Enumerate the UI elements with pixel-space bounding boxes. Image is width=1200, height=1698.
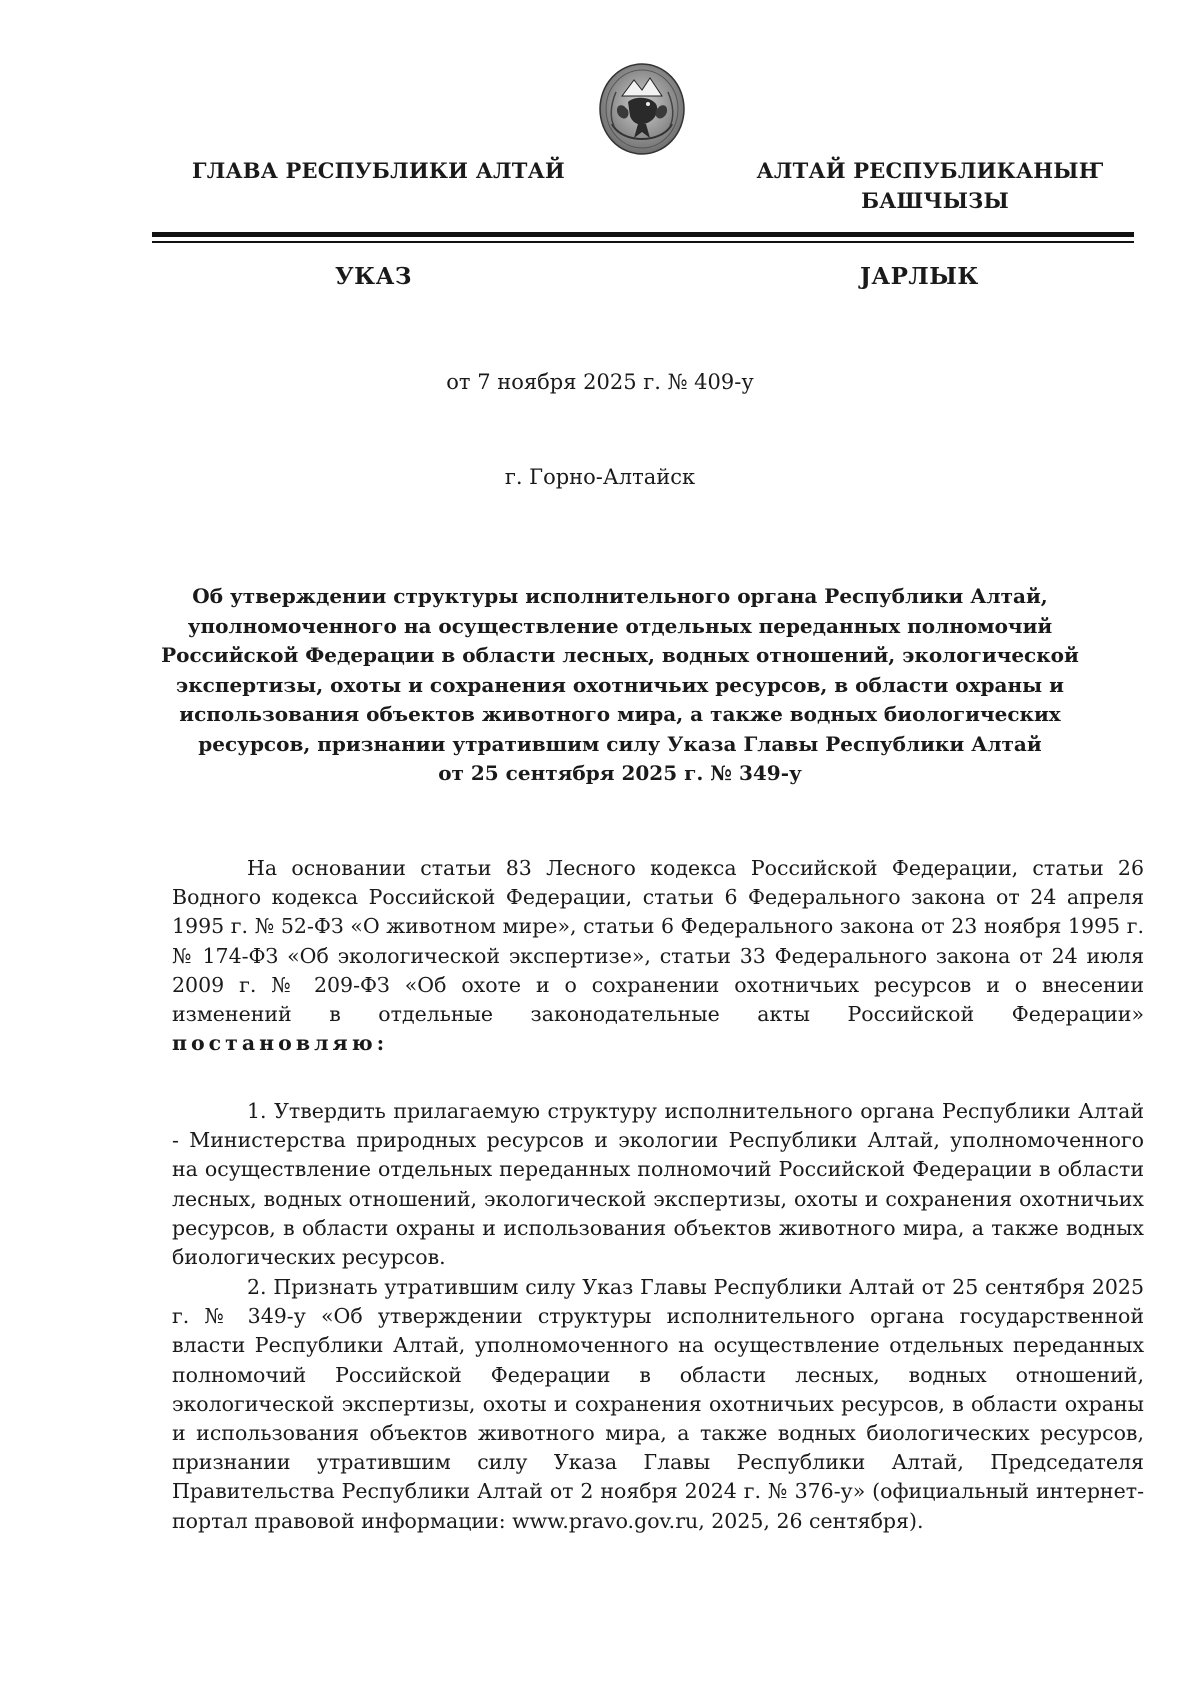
header-title-right bbox=[755, 156, 1105, 216]
title-line: использования объектов животного мира, а также водных биологических bbox=[179, 702, 1061, 726]
decree-label-right: ЈАРЛЫК bbox=[860, 263, 979, 290]
header-divider-thin bbox=[152, 241, 1134, 243]
title-line: Российской Федерации в области лесных, водных отношений, экологической bbox=[161, 643, 1079, 667]
title-line: экспертизы, охоты и сохранения охотничьих ресурсов, в области охраны и bbox=[176, 672, 1064, 697]
preamble-paragraph bbox=[172, 854, 1144, 1058]
decree-label-left: УКАЗ bbox=[335, 263, 412, 290]
coat-of-arms-icon bbox=[598, 62, 686, 156]
resolve-word: постановляю: bbox=[172, 1031, 389, 1056]
title-line: уполномоченного на осуществление отдельных переданных полномочий bbox=[187, 613, 1053, 638]
header-title-right-line2: БАШЧЫЗЫ bbox=[861, 188, 1009, 213]
item-1-paragraph: 1. Утвердить прилагаемую структуру исполнительного органа Республики Алтай - Министерства природных ресурсов и экологии Республики Алтай, уполномоченного на осуществление отдельных переданных полномочий Российской Федерации в области лесных, водных отношений, экологической экспертизы, охоты и сохранения охотничьих ресурсов, в области охраны и использования объектов животного мира, а также водных биологических ресурсов. bbox=[172, 1099, 1144, 1270]
decree-city: г. Горно-Алтайск bbox=[504, 465, 696, 489]
header-title-right-line1: АЛТАЙ РЕСПУБЛИКАНЫҤ bbox=[756, 158, 1104, 183]
header-divider-thick bbox=[152, 232, 1134, 237]
header-title-left: ГЛАВА РЕСПУБЛИКИ АЛТАЙ bbox=[192, 158, 565, 183]
decree-date-number: от 7 ноября 2025 г. № 409-у bbox=[446, 370, 754, 394]
title-line: от 25 сентября 2025 г. № 349-у bbox=[438, 761, 802, 785]
item-2-paragraph: 2. Признать утратившим силу Указ Главы Республики Алтай от 25 сентября 2025 г. № 349-у «Об утверждении структуры исполнительного органа государственной власти Республики Алтай, уполномоченного на осуществление отдельных переданных полномочий Российской Федерации в области лесных, водных отношений, экологической экспертизы, охоты и сохранения охотничьих ресурсов, в области охраны и использования объектов животного мира, а также водных биологических ресурсов, признании утратившим силу Указа Главы Республики Алтай, Председателя Правительства Республики Алтай от 2 ноября 2024 г. № 376-у» (официальный интернет-портал правовой информации: www.pravo.gov.ru, 2025, 26 сентября). bbox=[172, 1275, 1144, 1533]
title-line: Об утверждении структуры исполнительного органа Республики Алтай, bbox=[192, 584, 1048, 608]
title-line: ресурсов, признании утратившим силу Указа Главы Республики Алтай bbox=[198, 731, 1042, 756]
preamble-text: На основании статьи 83 Лесного кодекса Российской Федерации, статьи 26 Водного кодекса Российской Федерации, статьи 6 Федерального закона от 24 апреля 1995 г. № 52-ФЗ «О животном мире», статьи 6 Федерального закона от 23 ноября 1995 г. № 174-ФЗ «Об экологической экспертизе», статьи 33 Федерального закона от 24 июля 2009 г. № 209-ФЗ «Об охоте и о сохранении охотничьих ресурсов и о внесении изменений в отдельные законодательные акты Российской Федерации» bbox=[172, 856, 1144, 1027]
document-title bbox=[160, 582, 1080, 789]
